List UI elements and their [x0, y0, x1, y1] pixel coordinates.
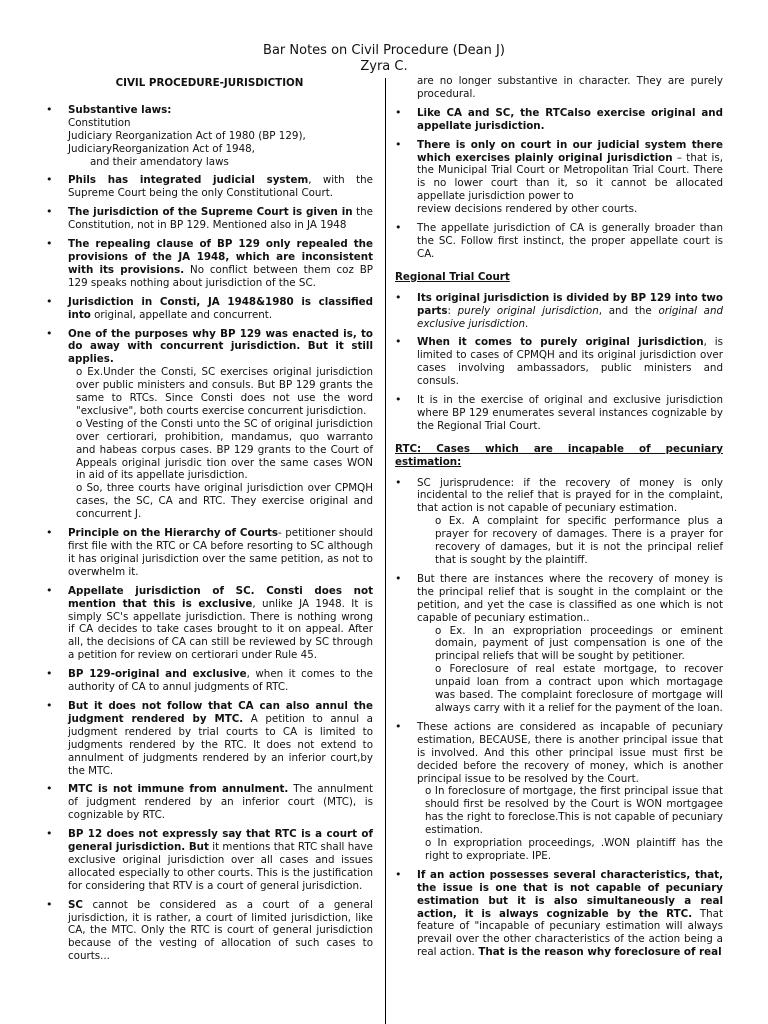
- continued-text: are no longer substantive in character. They are purely procedural.: [417, 75, 723, 100]
- italic-term: original and exclusive jurisdiction: [417, 304, 724, 330]
- left-bullet-list: [46, 104, 373, 963]
- bullet-text: - petitioner should first file with the RTC or CA before resorting to SC although it has original jurisdiction over the same petition, as not to overwhelm it.: [68, 527, 373, 578]
- bullet-heading: SC: [68, 898, 83, 911]
- bullet-heading: If an action possesses several characteristics, that, the issue is one that is not capable of pecuniary estimation but it is also simultaneously a real action, it is always cognizable by the RTC.: [417, 868, 723, 920]
- sub-bullet: o Vesting of the Consti unto the SC of original jurisdiction over certiorari, prohibition, mandamus, quo warranto and habeas corpus cases. BP 129 grants to the Court of Appeals original jurisdic tion over the same cases WON in aid of its appellate jurisdiction.: [76, 417, 373, 482]
- list-item: [395, 721, 723, 863]
- bullet-heading: That is the reason why foreclosure of real: [474, 946, 722, 959]
- bullet-heading: Substantive laws:: [68, 103, 172, 116]
- list-item: [395, 222, 723, 261]
- sub-bullet: o In foreclosure of mortgage, the first principal issue that should first be resolved by the Court is WON mortgagee has the right to foreclose.This is not capable of pecuniary estimation.: [425, 785, 723, 837]
- bullet-text: – that is, the Municipal Trial Court or Metropolitan Trial Court. There is no lower court than it, so it cannot be allocated appellate jurisdiction power to: [417, 151, 723, 203]
- document-header: [0, 43, 768, 75]
- bullet-heading: BP 129-original and exclusive: [68, 668, 247, 681]
- bullet-heading: Principle on the Hierarchy of Courts: [68, 527, 278, 540]
- bullet-heading: Its original jurisdiction is divided by BP 129 into two parts: [417, 291, 723, 317]
- bullet-line: JudiciaryReorganization Act of 1948,: [68, 142, 255, 155]
- bullet-text: The appellate jurisdiction of CA is generally broader than the SC. Follow first instinct, the proper appellate court is CA.: [417, 222, 723, 260]
- list-item: [395, 477, 723, 567]
- right-column: [395, 77, 723, 965]
- sub-bullet: o Ex. In an expropriation proceedings or eminent domain, payment of just compensation is one of the principal reliefs that will be sought by petitioner.: [435, 624, 723, 663]
- list-item: [46, 668, 373, 694]
- bullet-heading: When it comes to purely original jurisdiction: [417, 336, 704, 349]
- bullet-text: But there are instances where the recovery of money is the principal relief that is sought in the complaint or the petition, and yet the case is classified as one which is not capable of pecuniary estimation..: [417, 572, 723, 624]
- bullet-text: No conflict between them coz BP 129 speaks nothing about jurisdiction of the SC.: [68, 263, 373, 289]
- list-item: [46, 700, 373, 777]
- bullet-text: .: [525, 317, 529, 330]
- left-column: [46, 77, 373, 969]
- bullet-text: , with the Supreme Court being the only Constitutional Court.: [68, 174, 373, 200]
- bullet-heading: But it does not follow that CA can also annul the judgment rendered by MTC.: [68, 699, 373, 725]
- bullet-heading: Jurisdiction in Consti, JA 1948&1980 is classified into: [68, 295, 373, 321]
- bullet-heading: Phils has integrated judicial system: [68, 174, 309, 187]
- right-bullet-list: [395, 107, 723, 261]
- list-item: [395, 394, 723, 433]
- bullet-line: Constitution: [68, 116, 131, 129]
- bullet-text: These actions are considered as incapable of pecuniary estimation, BECAUSE, there is another principal issue that is involved. And this other principal issue must first be decided before the recovery of money, which is another principal issue to be resolved by the Court.: [417, 720, 723, 785]
- bullet-heading: MTC is not immune from annulment.: [68, 783, 289, 796]
- list-item: [395, 573, 723, 715]
- bullet-text: original, appellate and concurrent.: [90, 308, 273, 321]
- bullet-text: it mentions that RTC shall have exclusive original jurisdiction over all cases and issues allocated especially to other courts. This is the justification for considering that RTV is a court of general jurisdiction.: [68, 841, 373, 892]
- list-item: [46, 174, 373, 200]
- sub-bullet: o So, three courts have original jurisdiction over CPMQH cases, the SC, CA and RTC. They exercise original and concurrent J.: [76, 482, 373, 521]
- bullet-text: That feature of "incapable of pecuniary estimation will always prevail over the other characteristics of the action being a real action.: [417, 907, 724, 959]
- bullet-text: , is limited to cases of CPMQH and its original jurisdiction over cases involving ambassadors, public ministers and consuls.: [417, 336, 723, 388]
- list-item: [46, 783, 373, 822]
- pecuniary-heading: RTC: Cases which are incapable of pecuniary estimation:: [395, 442, 723, 468]
- document-title: Bar Notes on Civil Procedure (Dean J): [263, 43, 505, 58]
- bullet-line: review decisions rendered by other courts.: [417, 203, 638, 216]
- list-item: [46, 899, 373, 964]
- bullet-text: It is in the exercise of original and exclusive jurisdiction where BP 129 enumerates several instances cognizable by the Regional Trial Court.: [417, 394, 723, 432]
- sub-bullet: o In expropriation proceedings, .WON plaintiff has the right to expropriate. IPE.: [425, 837, 723, 862]
- bullet-text: , when it comes to the authority of CA to annul judgments of RTC.: [68, 668, 373, 694]
- bullet-text: , unlike JA 1948. It is simply SC's appellate jurisdiction. There is nothing wrong if CA decides to take cases brought to it on appeal. After all, the decisions of CA can still be reviewed by SC through a petition for review on certiorari under Rule 45.: [68, 597, 374, 662]
- sub-bullet: o Foreclosure of real estate mortgage, to recover unpaid loan from a contract upon which mortagage was based. The complaint foreclosure of mortgage will always carry with it a relief for the payment of the loan.: [435, 663, 723, 714]
- bullet-text: , and the: [598, 304, 659, 317]
- sub-bullet: o Ex. A complaint for specific performance plus a prayer for recovery of damages. There is a prayer for recovery of damages, but it is not the principal relief that is sought by the plaintiff.: [435, 515, 723, 566]
- pecuniary-bullet-list: [395, 477, 723, 960]
- bullet-heading: The jurisdiction of the Supreme Court is given in: [68, 206, 353, 219]
- bullet-heading: BP 12 does not expressly say that RTC is a court of general jurisdiction. But: [68, 828, 373, 854]
- italic-term: purely original jurisdiction: [457, 304, 599, 317]
- bullet-line: Judiciary Reorganization Act of 1980 (BP 129),: [68, 129, 306, 142]
- list-item: [395, 107, 723, 133]
- rtc-bullet-list: [395, 292, 723, 433]
- list-item: [46, 828, 373, 893]
- bullet-heading: The repealing clause of BP 129 only repealed the provisions of the JA 1948, which are inconsistent with its provisions.: [68, 238, 373, 276]
- list-item: [46, 206, 373, 232]
- document-author: Zyra C.: [360, 59, 408, 74]
- bullet-heading: One of the purposes why BP 129 was enacted is, to do away with concurrent jurisdiction. But it still applies.: [68, 327, 373, 366]
- list-item: [395, 292, 723, 331]
- list-item: [46, 328, 373, 522]
- list-item: [46, 527, 373, 579]
- sub-bullet: o Ex.Under the Consti, SC exercises original jurisdiction over public ministers and consuls. But BP 129 grants the same to RTCs. Since Consti does not use the word "exclusive", both courts exercise concurrent jurisdiction.: [76, 366, 373, 417]
- bullet-text: A petition to annul a judgment rendered by trial courts to CA is limited to judgments rendered by the RTC. It does not extend to annulment of judgments rendered by an inferior court,by the MTC.: [68, 712, 373, 777]
- list-item: [395, 336, 723, 388]
- bullet-heading: There is only on court in our judicial system there which exercises plainly original jurisdiction: [417, 138, 723, 164]
- bullet-text: the Constitution, not in BP 129. Mentioned also in JA 1948: [68, 206, 374, 232]
- bullet-text: The annulment of judgment rendered by an inferior court (MTC), is cognizable by RTC.: [68, 783, 374, 822]
- list-item: [395, 139, 723, 216]
- bullet-text: :: [447, 304, 458, 317]
- list-item: [46, 238, 373, 290]
- bullet-heading: Appellate jurisdiction of SC. Consti does not mention that this is exclusive: [68, 584, 373, 610]
- column-divider: [385, 78, 386, 1024]
- list-item: [46, 585, 373, 662]
- bullet-heading: Like CA and SC, the RTCalso exercise original and appellate jurisdiction.: [417, 106, 723, 132]
- list-item: [46, 296, 373, 322]
- bullet-text: SC jurisprudence: if the recovery of money is only incidental to the relief that is prayed for in the complaint, that action is not capable of pecuniary estimation.: [417, 476, 723, 515]
- list-item: [395, 869, 723, 959]
- bullet-line: and their amendatory laws: [90, 155, 229, 168]
- section-title: CIVIL PROCEDURE-JURISDICTION: [115, 77, 304, 89]
- list-item: [46, 104, 373, 169]
- bullet-text: cannot be considered as a court of a general jurisdiction, it is rather, a court of limited jurisdiction, like CA, the MTC. Only the RTC is court of general jurisdiction because of the vesting of allocation of such cases to courts...: [68, 898, 373, 963]
- rtc-heading: Regional Trial Court: [395, 270, 510, 283]
